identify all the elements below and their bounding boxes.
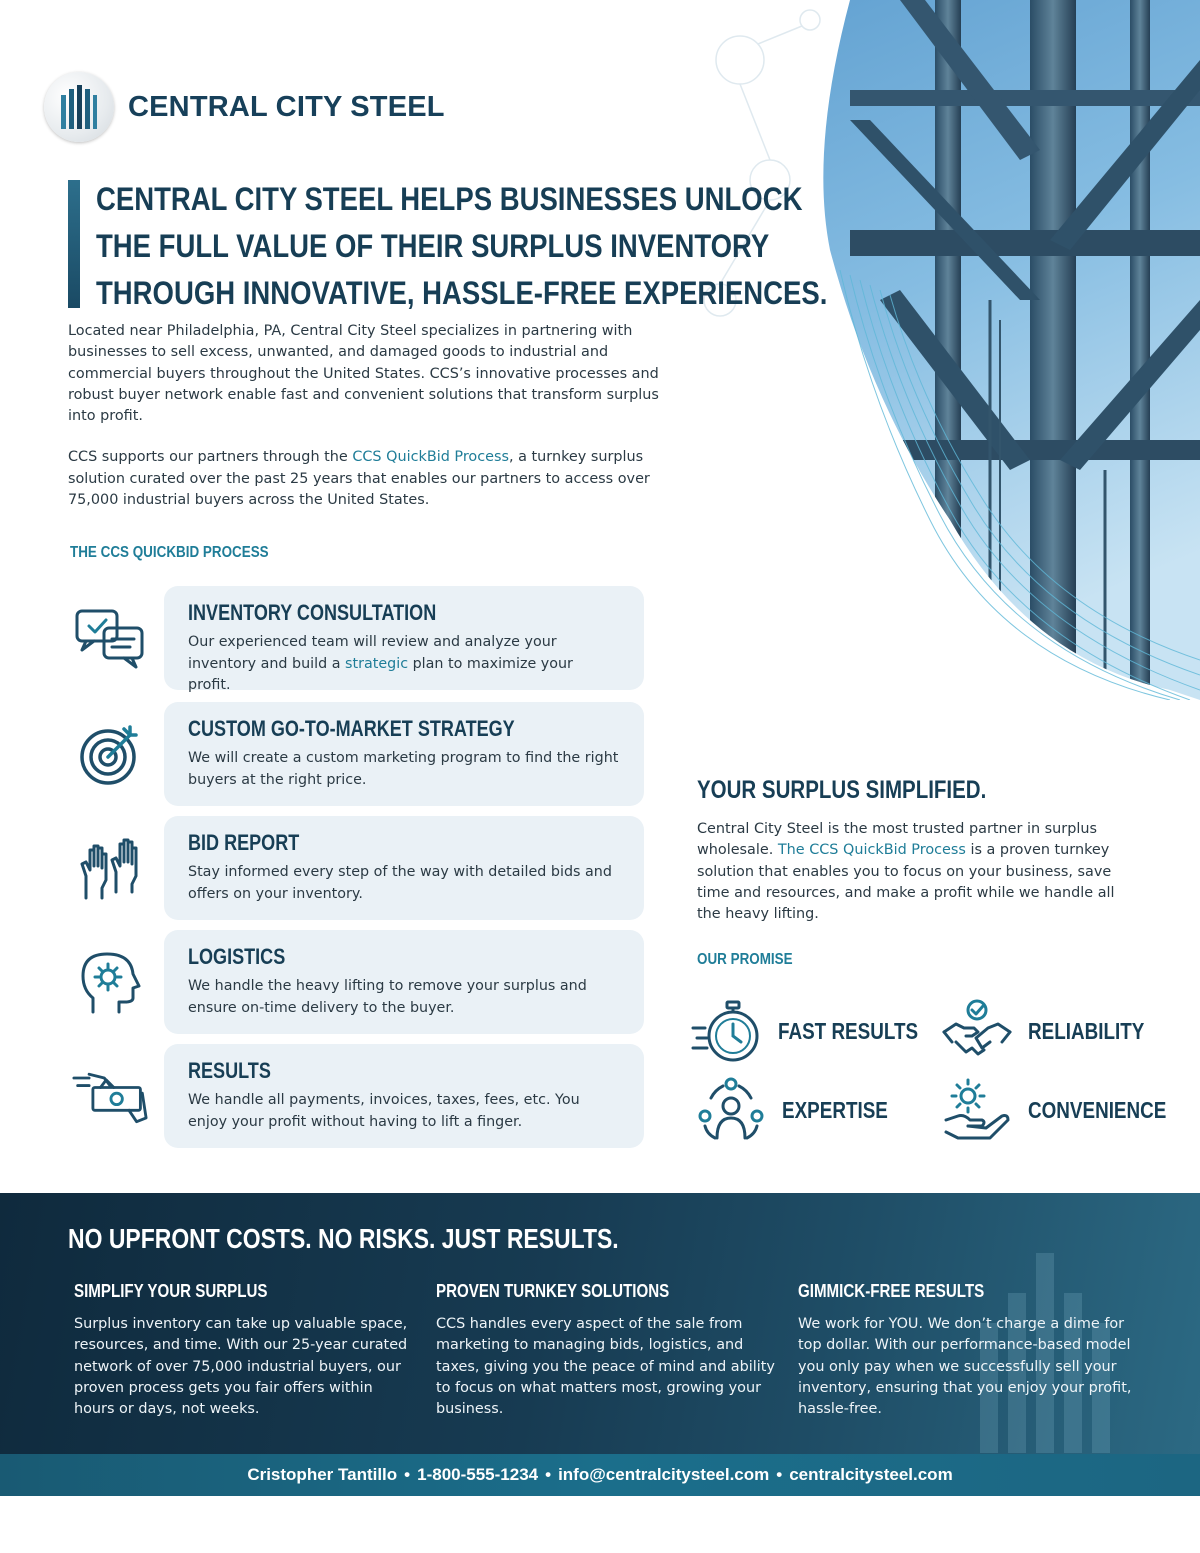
step-title: LOGISTICS: [188, 944, 286, 969]
promise-item: [694, 1075, 911, 1145]
benefit-column: [74, 1281, 414, 1420]
process-step-card: [164, 702, 644, 806]
you-emphasis: YOU: [888, 1316, 919, 1332]
quickbid-highlight: CCS QuickBid Process: [352, 449, 509, 466]
headline-accent-bar: [68, 180, 80, 308]
step-title: INVENTORY CONSULTATION: [188, 600, 437, 625]
benefit-column: [436, 1281, 776, 1420]
headline: [68, 176, 828, 317]
promise-label: EXPERTISE: [782, 1096, 888, 1123]
intro-paragraph: [68, 447, 678, 511]
process-step-card: [164, 816, 644, 920]
step-title: RESULTS: [188, 1058, 271, 1083]
promise-label: FAST RESULTS: [778, 1017, 919, 1044]
money-hand-icon: [72, 1062, 148, 1132]
step-description: We handle all payments, invoices, taxes, fees, etc. You enjoy your profit without having to lift a finger.: [188, 1092, 580, 1130]
simplified-text-segment: is a proven turnkey solution that enables you to focus on your business, save time and resources, and make a profit while we handle all the heavy lifting.: [697, 842, 1115, 923]
stopwatch-icon: [690, 996, 764, 1066]
process-step-card: [164, 1044, 644, 1148]
chat-check-icon: [72, 604, 148, 674]
steel-beams-logo-icon: [44, 72, 114, 142]
intro-text: [68, 321, 678, 511]
brand-logo: [44, 72, 445, 142]
strategic-highlight: strategic: [345, 655, 409, 672]
contact-separator: •: [776, 1465, 783, 1484]
benefit-title: PROVEN TURNKEY SOLUTIONS: [436, 1281, 670, 1301]
process-step-card: [164, 930, 644, 1034]
headline-line: THE FULL VALUE OF THEIR SURPLUS INVENTORY: [96, 228, 770, 264]
surplus-simplified-section: [697, 776, 1137, 925]
step-description: We handle the heavy lifting to remove your surplus and ensure on-time delivery to the buyer.: [188, 978, 587, 1016]
promise-item: [690, 996, 949, 1066]
benefit-body: Surplus inventory can take up valuable space, resources, and time. With our 25-year curated network of over 75,000 industrial buyers, our proven process gets you fair offers within hours or days, not weeks.: [74, 1316, 408, 1418]
benefit-body: [798, 1314, 1138, 1420]
handshake-icon: [940, 996, 1014, 1066]
promise-section-label: OUR PROMISE: [697, 951, 793, 968]
contact-phone[interactable]: 1-800-555-1234: [417, 1465, 539, 1484]
simplified-body: [697, 819, 1137, 925]
step-description: [188, 632, 620, 697]
contact-bar: [0, 1454, 1200, 1496]
contact-email-link[interactable]: info@centralcitysteel.com: [558, 1465, 770, 1484]
intro-text-segment: , a turnkey surplus solution curated over the past 25 years that enables our partners to access over 75,000 industrial buyers across the United States.: [68, 449, 650, 509]
benefit-body: CCS handles every aspect of the sale from marketing to managing bids, logistics, and taxes, giving you the peace of mind and ability to focus on what matters most, growing your business.: [436, 1316, 775, 1418]
step-description: Stay informed every step of the way with detailed bids and offers on your inventory.: [188, 864, 612, 902]
target-icon: [72, 720, 148, 790]
contact-separator: •: [404, 1465, 411, 1484]
raised-hands-icon: [72, 834, 148, 904]
simplified-title: YOUR SURPLUS SIMPLIFIED.: [697, 776, 987, 804]
intro-text-segment: CCS supports our partners through the: [68, 449, 353, 466]
quickbid-highlight: The CCS QuickBid Process: [777, 842, 966, 859]
promise-item: [940, 1075, 1197, 1145]
benefits-band: [0, 1193, 1200, 1496]
band-title: NO UPFRONT COSTS. NO RISKS. JUST RESULTS.: [68, 1223, 619, 1254]
gear-hand-icon: [940, 1075, 1014, 1145]
step-text-segment: plan to maximize your profit.: [188, 655, 573, 693]
headline-line: THROUGH INNOVATIVE, HASSLE-FREE EXPERIENCES.: [96, 275, 828, 311]
contact-name: Cristopher Tantillo: [247, 1465, 398, 1484]
benefit-title: GIMMICK-FREE RESULTS: [798, 1281, 985, 1301]
promise-item: [940, 996, 1170, 1066]
benefit-column: [798, 1281, 1138, 1420]
step-text-segment: Our experienced team will review and analyze your inventory and build a: [188, 634, 557, 672]
headline-text: [96, 176, 828, 317]
benefit-text-segment: . We don’t charge a dime for top dollar. With our performance-based model you only pay when we successfully sell your inventory, ensuring that you enjoy your profit, hassle-free.: [798, 1316, 1132, 1418]
step-title: CUSTOM GO-TO-MARKET STRATEGY: [188, 716, 515, 741]
promise-label: RELIABILITY: [1028, 1017, 1145, 1044]
process-section-label: THE CCS QUICKBID PROCESS: [70, 544, 269, 561]
brand-name: CENTRAL CITY STEEL: [128, 90, 445, 123]
step-description: We will create a custom marketing program to find the right buyers at the right price.: [188, 750, 619, 788]
promise-label: CONVENIENCE: [1028, 1096, 1167, 1123]
process-step: [68, 930, 648, 1034]
hero-steel-structure-image: [700, 0, 1200, 700]
step-title: BID REPORT: [188, 830, 300, 855]
benefit-text-segment: We work for: [798, 1316, 889, 1332]
team-icon: [694, 1075, 768, 1145]
process-step: [68, 1044, 648, 1148]
contact-website-link[interactable]: centralcitysteel.com: [789, 1465, 953, 1484]
process-step: [68, 702, 648, 806]
process-step: [68, 816, 648, 920]
simplified-text-segment: Central City Steel is the most trusted partner in surplus wholesale.: [697, 821, 1097, 859]
head-gear-icon: [72, 948, 148, 1018]
benefit-title: SIMPLIFY YOUR SURPLUS: [74, 1281, 268, 1301]
process-step: [68, 586, 648, 693]
contact-separator: •: [545, 1465, 552, 1484]
intro-paragraph: Located near Philadelphia, PA, Central City Steel specializes in partnering with businesses to sell excess, unwanted, and damaged goods to industrial and commercial buyers throughout the United States. CCS’s innovative processes and robust buyer network enable fast and convenient solutions that transform surplus into profit.: [68, 323, 659, 425]
headline-line: CENTRAL CITY STEEL HELPS BUSINESSES UNLOCK: [96, 181, 803, 217]
process-step-card: [164, 586, 644, 693]
